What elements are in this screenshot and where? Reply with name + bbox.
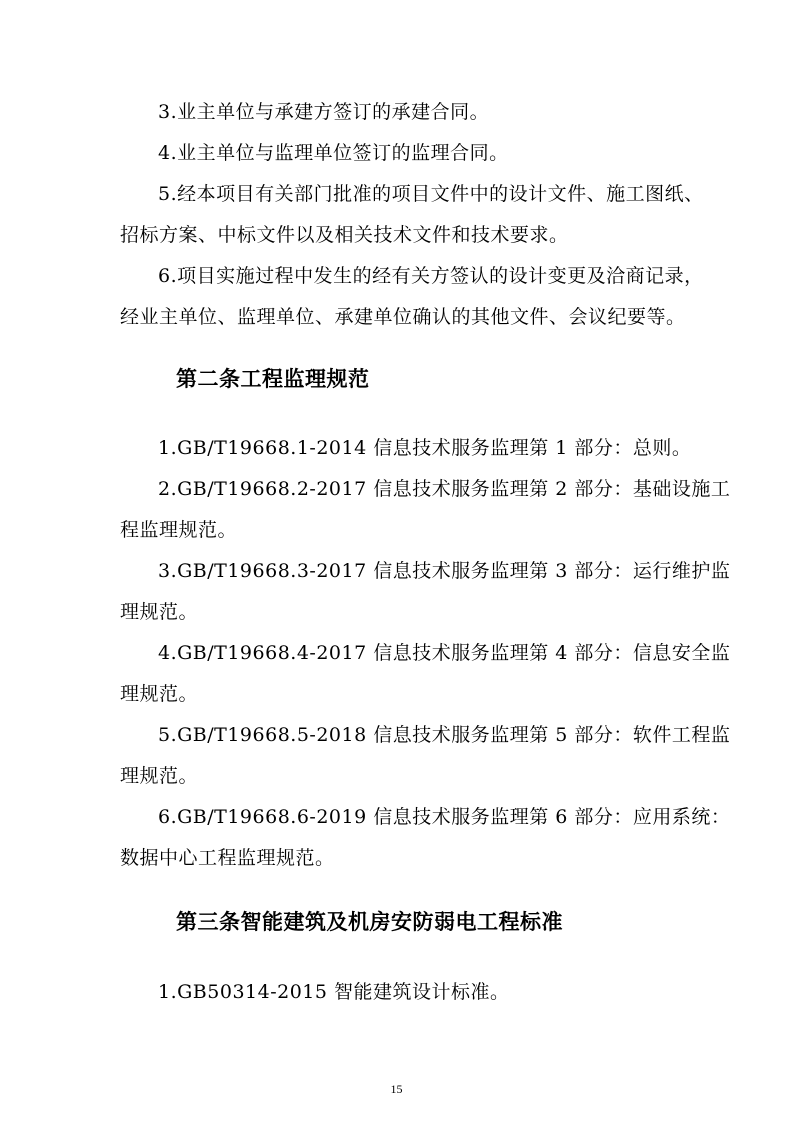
list-item <box>120 715 731 797</box>
list-item-line: 理规范。 <box>120 683 199 705</box>
list-item-line: 3.GB/T19668.3-2017 信息技术服务监理第 3 部分：运行维护监 <box>158 560 731 582</box>
list-item <box>120 469 731 551</box>
list-item-line: 程监理规范。 <box>120 519 238 541</box>
list-item <box>120 797 731 879</box>
list-item-line: 理规范。 <box>120 765 199 787</box>
list-item-line: 4.业主单位与监理单位签订的监理合同。 <box>158 142 509 164</box>
list-item-line: 5.经本项目有关部门批准的项目文件中的设计文件、施工图纸、 <box>158 183 704 205</box>
list-item <box>120 972 675 1013</box>
list-item-line: 数据中心工程监理规范。 <box>120 847 335 869</box>
list-item-line: 5.GB/T19668.5-2018 信息技术服务监理第 5 部分：软件工程监 <box>158 724 731 746</box>
section-heading: 第三条智能建筑及机房安防弱电工程标准 <box>176 909 563 934</box>
list-item-line: 4.GB/T19668.4-2017 信息技术服务监理第 4 部分：信息安全监 <box>158 642 731 664</box>
list-item-line: 2.GB/T19668.2-2017 信息技术服务监理第 2 部分：基础设施工 <box>158 478 731 500</box>
page-number: 15 <box>390 1082 403 1096</box>
list-item <box>120 92 675 133</box>
list-item-line: 3.业主单位与承建方签订的承建合同。 <box>158 101 490 123</box>
list-item <box>120 551 731 633</box>
list-item <box>120 633 731 715</box>
list-item <box>120 256 704 338</box>
list-item-line: 理规范。 <box>120 601 199 623</box>
list-item <box>120 174 704 256</box>
list-item-line: 1.GB50314-2015 智能建筑设计标准。 <box>158 981 510 1003</box>
list-item-line: 招标方案、中标文件以及相关技术文件和技术要求。 <box>120 224 569 246</box>
list-item <box>120 428 692 469</box>
list-item-line: 经业主单位、监理单位、承建单位确认的其他文件、会议纪要等。 <box>120 306 686 328</box>
list-item <box>120 133 675 174</box>
section-heading: 第二条工程监理规范 <box>176 366 370 391</box>
list-item-line: 6.项目实施过程中发生的经有关方签认的设计变更及洽商记录， <box>158 265 704 287</box>
list-item-line: 6.GB/T19668.6-2019 信息技术服务监理第 6 部分：应用系统： <box>158 806 731 828</box>
list-item-line: 1.GB/T19668.1-2014 信息技术服务监理第 1 部分：总则。 <box>158 437 692 459</box>
